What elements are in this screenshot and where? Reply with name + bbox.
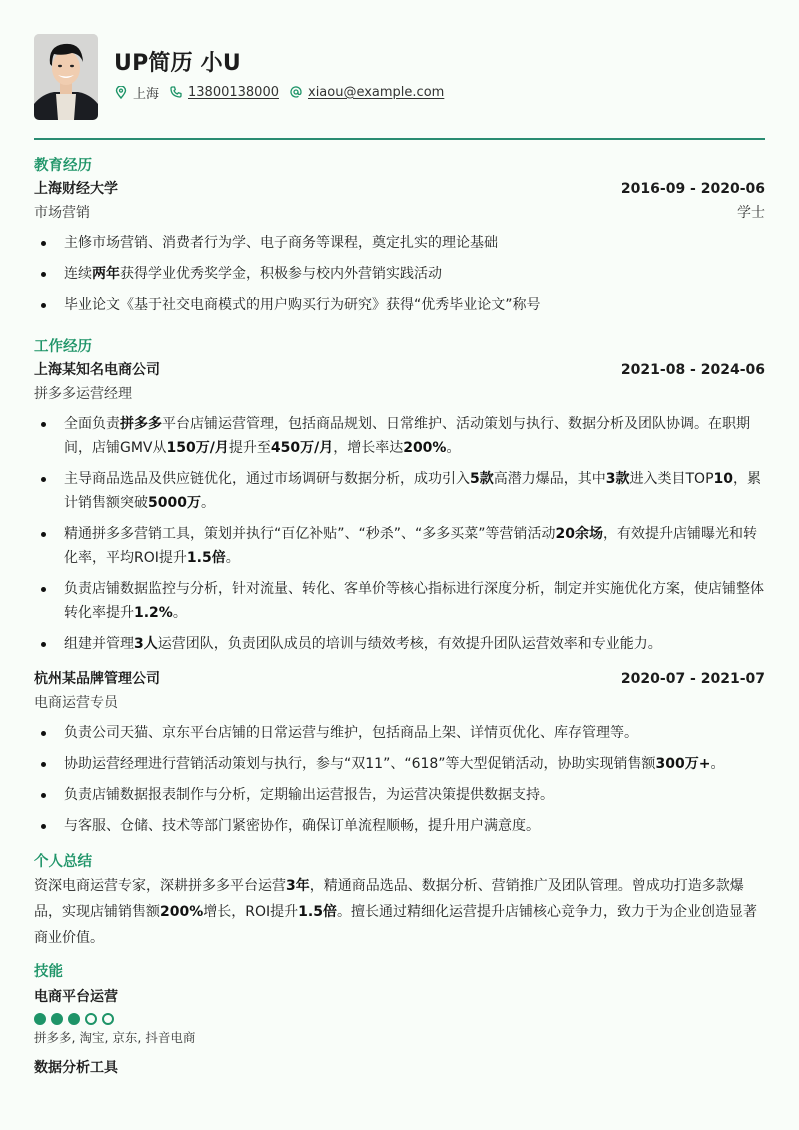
skill-dot-empty — [85, 1013, 97, 1025]
bullet-item: 毕业论文《基于社交电商模式的用户购买行为研究》获得“优秀毕业论文”称号 — [34, 293, 765, 317]
job-entry — [34, 667, 765, 838]
skill-name: 数据分析工具 — [34, 1060, 118, 1076]
job-entry — [34, 358, 765, 656]
avatar-photo — [34, 34, 98, 120]
job-dates: 2021-08 - 2024-06 — [620, 362, 765, 378]
degree: 学士 — [737, 205, 765, 221]
bullet-item: 精通拼多多营销工具，策划并执行“百亿补贴”、“秒杀”、“多多买菜”等营销活动20余场，有效提升店铺曝光和转化率，平均ROI提升1.5倍。 — [34, 522, 765, 570]
bullet-item: 协助运营经理进行营销活动策划与执行，参与“双11”、“618”等大型促销活动，协助实现销售额300万+。 — [34, 752, 765, 776]
skills-section — [34, 961, 765, 1080]
job-bullets — [34, 412, 765, 656]
contact-phone — [169, 85, 279, 100]
company-name: 杭州某品牌管理公司 — [34, 671, 160, 687]
bullet-item: 全面负责拼多多平台店铺运营管理，包括商品规划、日常维护、活动策划与执行、数据分析及团队协调。在职期间，店铺GMV从150万/月提升至450万/月，增长率达200%。 — [34, 412, 765, 460]
education-section — [34, 155, 765, 317]
summary-text: 资深电商运营专家，深耕拼多多平台运营3年，精通商品选品、数据分析、营销推广及团队管理。曾成功打造多款爆品，实现店铺销售额200%增长，ROI提升1.5倍。擅长通过精细化运营提升店铺核心竞争力，致力于为企业创造显著商业价值。 — [34, 878, 757, 946]
skill-item — [34, 985, 765, 1048]
job-role: 拼多多运营经理 — [34, 386, 132, 402]
skill-tags: 拼多多, 淘宝, 京东, 抖音电商 — [34, 1030, 196, 1045]
bullet-item: 主导商品选品及供应链优化，通过市场调研与数据分析，成功引入5款高潜力爆品，其中3款进入类目TOP10，累计销售额突破5000万。 — [34, 467, 765, 515]
school-name: 上海财经大学 — [34, 181, 118, 197]
phone-icon — [169, 85, 183, 99]
company-name: 上海某知名电商公司 — [34, 362, 160, 378]
map-pin-icon — [114, 85, 128, 99]
at-sign-icon — [289, 85, 303, 99]
skill-dot-filled — [68, 1013, 80, 1025]
section-title-education: 教育经历 — [34, 158, 92, 174]
bullet-item: 与客服、仓储、技术等部门紧密协作，确保订单流程顺畅，提升用户满意度。 — [34, 814, 765, 838]
resume-header — [34, 34, 454, 120]
bullet-item: 负责店铺数据报表制作与分析，定期输出运营报告，为运营决策提供数据支持。 — [34, 783, 765, 807]
summary-section — [34, 851, 765, 951]
bullet-item: 主修市场营销、消费者行为学、电子商务等课程，奠定扎实的理论基础 — [34, 231, 765, 255]
header-divider — [34, 138, 765, 140]
skill-name: 电商平台运营 — [34, 989, 118, 1005]
location-text: 上海 — [133, 86, 160, 102]
education-bullets — [34, 231, 765, 317]
bullet-item: 负责店铺数据监控与分析，针对流量、转化、客单价等核心指标进行深度分析，制定并实施优化方案，使店铺整体转化率提升1.2%。 — [34, 577, 765, 625]
contact-location — [114, 83, 159, 102]
section-title-work: 工作经历 — [34, 339, 92, 355]
bullet-item: 连续两年获得学业优秀奖学金，积极参与校内外营销实践活动 — [34, 262, 765, 286]
job-role: 电商运营专员 — [34, 695, 118, 711]
job-dates: 2020-07 - 2021-07 — [620, 671, 765, 687]
email-link[interactable]: xiaou@example.com — [308, 84, 445, 100]
major: 市场营销 — [34, 205, 90, 221]
bullet-item: 负责公司天猫、京东平台店铺的日常运营与维护，包括商品上架、详情页优化、库存管理等。 — [34, 721, 765, 745]
section-title-summary: 个人总结 — [34, 854, 92, 870]
job-bullets — [34, 721, 765, 838]
resume-content — [34, 155, 765, 1080]
bullet-item: 组建并管理3人运营团队，负责团队成员的培训与绩效考核，有效提升团队运营效率和专业能力。 — [34, 632, 765, 656]
section-title-skills: 技能 — [34, 964, 63, 980]
phone-link[interactable]: 13800138000 — [188, 84, 279, 100]
education-dates: 2016-09 - 2020-06 — [620, 181, 765, 197]
skill-level-dots — [34, 1013, 765, 1025]
skill-dot-empty — [102, 1013, 114, 1025]
contact-info — [114, 83, 454, 102]
skill-dot-filled — [34, 1013, 46, 1025]
skill-dot-filled — [51, 1013, 63, 1025]
candidate-name: UP简历 小U — [114, 50, 241, 76]
skill-item — [34, 1056, 765, 1080]
contact-email — [289, 85, 444, 100]
work-section — [34, 336, 765, 838]
